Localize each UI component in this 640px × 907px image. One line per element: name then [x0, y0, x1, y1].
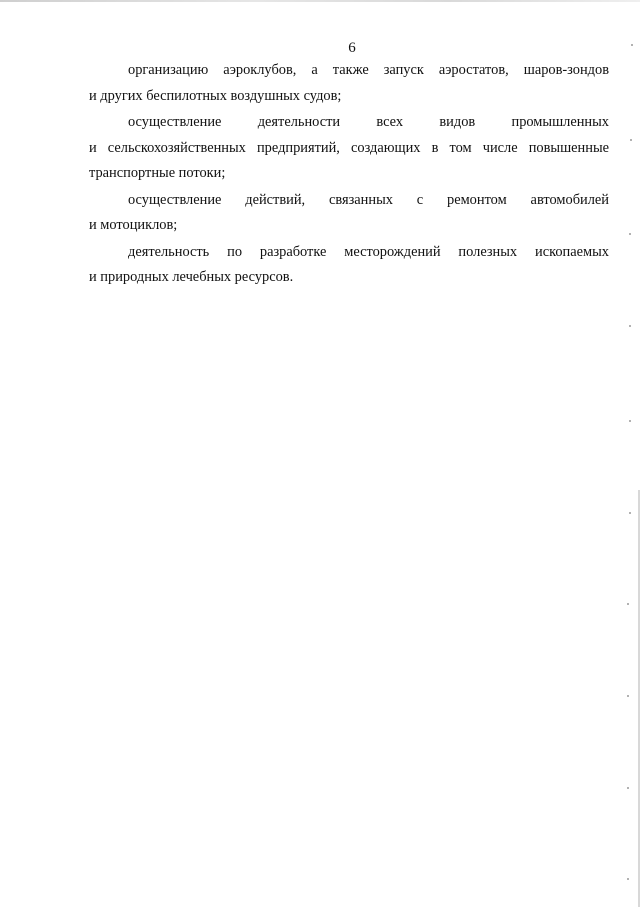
scan-speck — [629, 325, 631, 327]
scan-speck — [630, 139, 632, 141]
scan-speck — [627, 787, 629, 789]
scan-speck — [627, 603, 629, 605]
list-item — [89, 188, 609, 239]
page-number: 6 — [348, 40, 356, 56]
list-item — [89, 58, 609, 109]
document-body — [89, 58, 609, 292]
scan-speck — [629, 420, 631, 422]
text-line: организацию аэроклубов, а также запуск аэростатов, шаров-зондов — [128, 62, 609, 78]
text-line: транспортные потоки; — [89, 165, 226, 181]
list-item — [89, 110, 609, 187]
text-line: осуществление действий, связанных с ремонтом автомобилей — [128, 191, 609, 208]
list-item — [89, 240, 609, 291]
scan-speck — [629, 233, 631, 235]
text-line: осуществление деятельности всех видов промышленных — [128, 114, 609, 130]
scan-speck — [629, 512, 631, 514]
text-line: и сельскохозяйственных предприятий, создающих в том числе повышенные — [89, 139, 609, 156]
scan-top-edge — [0, 0, 640, 2]
text-line: деятельность по разработке месторождений полезных ископаемых — [128, 243, 609, 260]
text-line: и природных лечебных ресурсов. — [89, 269, 294, 285]
scan-speck — [627, 695, 629, 697]
text-line: и мотоциклов; — [89, 217, 178, 233]
scan-speck — [627, 878, 629, 880]
text-line: и других беспилотных воздушных судов; — [89, 87, 342, 104]
